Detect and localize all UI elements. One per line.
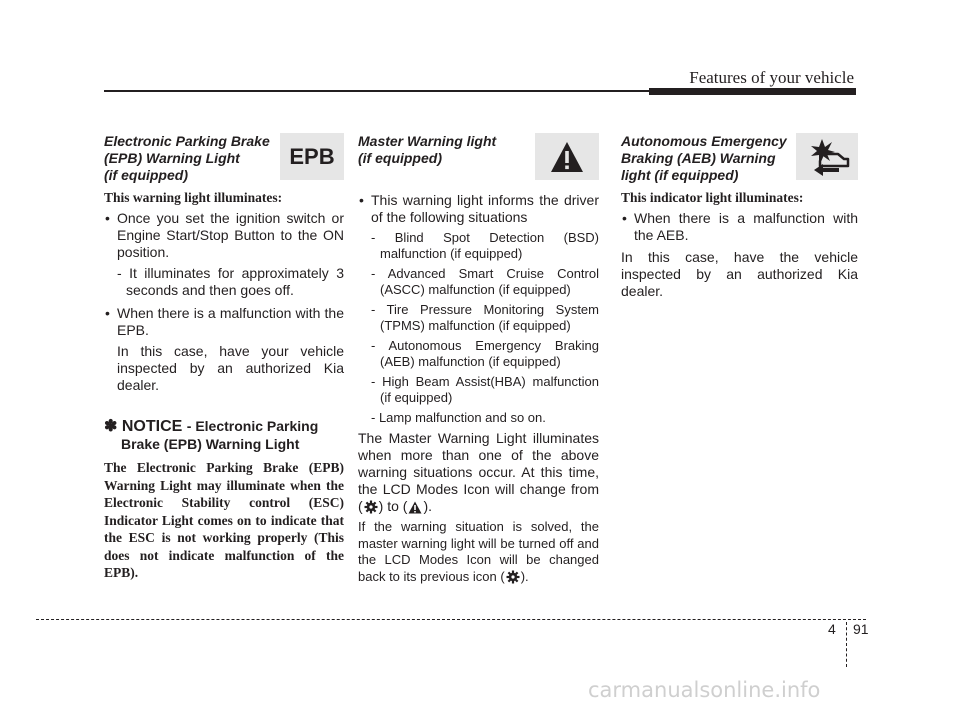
master-para-1-change-b: ) to ( bbox=[378, 498, 408, 514]
master-warning-section-header bbox=[358, 133, 599, 189]
warning-triangle-icon bbox=[550, 141, 584, 173]
notice-heading bbox=[104, 416, 344, 436]
master-warning-title: Master Warning light (if equipped) bbox=[358, 133, 497, 166]
page-number: 91 bbox=[853, 621, 869, 637]
master-para-2-end-b: ). bbox=[520, 568, 529, 584]
aeb-intro: This indicator light illuminates: bbox=[621, 190, 804, 205]
header-rule bbox=[104, 90, 649, 92]
master-item-tpms: - Tire Pressure Monitoring System (TPMS) malfunction (if equipped) bbox=[371, 302, 599, 333]
gear-icon bbox=[364, 500, 378, 514]
epb-bullet-1-sub: - It illuminates for approximately 3 seconds and then goes off. bbox=[117, 265, 344, 298]
epb-section-header bbox=[104, 133, 344, 189]
chapter-number: 4 bbox=[828, 621, 836, 637]
running-header: Features of your vehicle bbox=[689, 68, 854, 87]
aeb-bullet-1: • When there is a malfunction with the AEB. bbox=[621, 210, 858, 244]
epb-icon bbox=[280, 133, 344, 180]
aeb-icon bbox=[796, 133, 858, 180]
watermark-text: carmanualsonline.info bbox=[588, 678, 821, 702]
aeb-para: In this case, have the vehicle inspected by an authorized Kia dealer. bbox=[621, 249, 858, 299]
master-para-1 bbox=[358, 430, 599, 515]
epb-bullet-2: • When there is a malfunction with the EPB. bbox=[104, 305, 344, 339]
master-para-1-change-c: ). bbox=[423, 498, 433, 514]
column-epb bbox=[104, 133, 344, 582]
master-para-1-text: The Master Warning Light illuminates when more than one of the above warning situations occur. At this time, the LCD Modes Icon will bbox=[358, 430, 599, 497]
master-item-hba: - High Beam Assist(HBA) malfunction (if equipped) bbox=[371, 374, 599, 405]
master-item-bsd: - Blind Spot Detection (BSD) malfunction (if equipped) bbox=[371, 230, 599, 261]
master-para-2-text: If the warning situation is solved, the master warning light will be turned off and the LCD Modes Icon will be bbox=[358, 519, 599, 567]
notice-star-icon: ✽ bbox=[104, 418, 118, 435]
warning-triangle-small-icon bbox=[408, 501, 422, 514]
epb-bullet-1: • Once you set the ignition switch or Engine Start/Stop Button to the ON position. bbox=[104, 210, 344, 261]
notice-body: The Electronic Parking Brake (EPB) Warning Light may illuminate when the Electronic Stability control (ESC) Indicator Light comes on to indicate that the ESC is not working properly (This does not indicate malfunction of the EPB). bbox=[104, 460, 344, 580]
column-master-warning bbox=[358, 133, 599, 585]
header-bar bbox=[649, 88, 856, 95]
epb-bullet-2-sub: In this case, have your vehicle inspected by an authorized Kia dealer. bbox=[117, 343, 344, 393]
master-warning-icon bbox=[535, 133, 599, 180]
aeb-section-header bbox=[621, 133, 858, 189]
epb-section-title: Electronic Parking Brake (EPB) Warning Light (if equipped) bbox=[104, 133, 270, 183]
epb-icon-label: EPB bbox=[289, 143, 335, 169]
notice-subtitle-1: - Electronic Parking bbox=[186, 418, 319, 434]
master-bullet-1: • This warning light informs the driver of the following situations bbox=[358, 192, 599, 226]
gear-icon bbox=[506, 570, 520, 584]
aeb-collision-icon bbox=[801, 137, 853, 177]
page-divider bbox=[846, 622, 847, 667]
aeb-section-title: Autonomous Emergency Braking (AEB) Warning light (if equipped) bbox=[621, 133, 787, 183]
master-para-2-end-a: changed back to its previous icon ( bbox=[358, 552, 599, 584]
notice-subtitle-2: Brake (EPB) Warning Light bbox=[121, 436, 300, 452]
master-para-1-change-a: change from ( bbox=[358, 481, 600, 514]
master-para-2 bbox=[358, 519, 599, 585]
notice-word: NOTICE bbox=[121, 418, 183, 435]
column-aeb bbox=[621, 133, 858, 300]
footer-rule bbox=[36, 619, 866, 620]
master-item-ascc: - Advanced Smart Cruise Control (ASCC) malfunction (if equipped) bbox=[371, 266, 599, 297]
master-item-lamp: - Lamp malfunction and so on. bbox=[371, 410, 546, 425]
master-item-aeb: - Autonomous Emergency Braking (AEB) malfunction (if equipped) bbox=[371, 338, 599, 369]
epb-intro: This warning light illuminates: bbox=[104, 190, 283, 205]
